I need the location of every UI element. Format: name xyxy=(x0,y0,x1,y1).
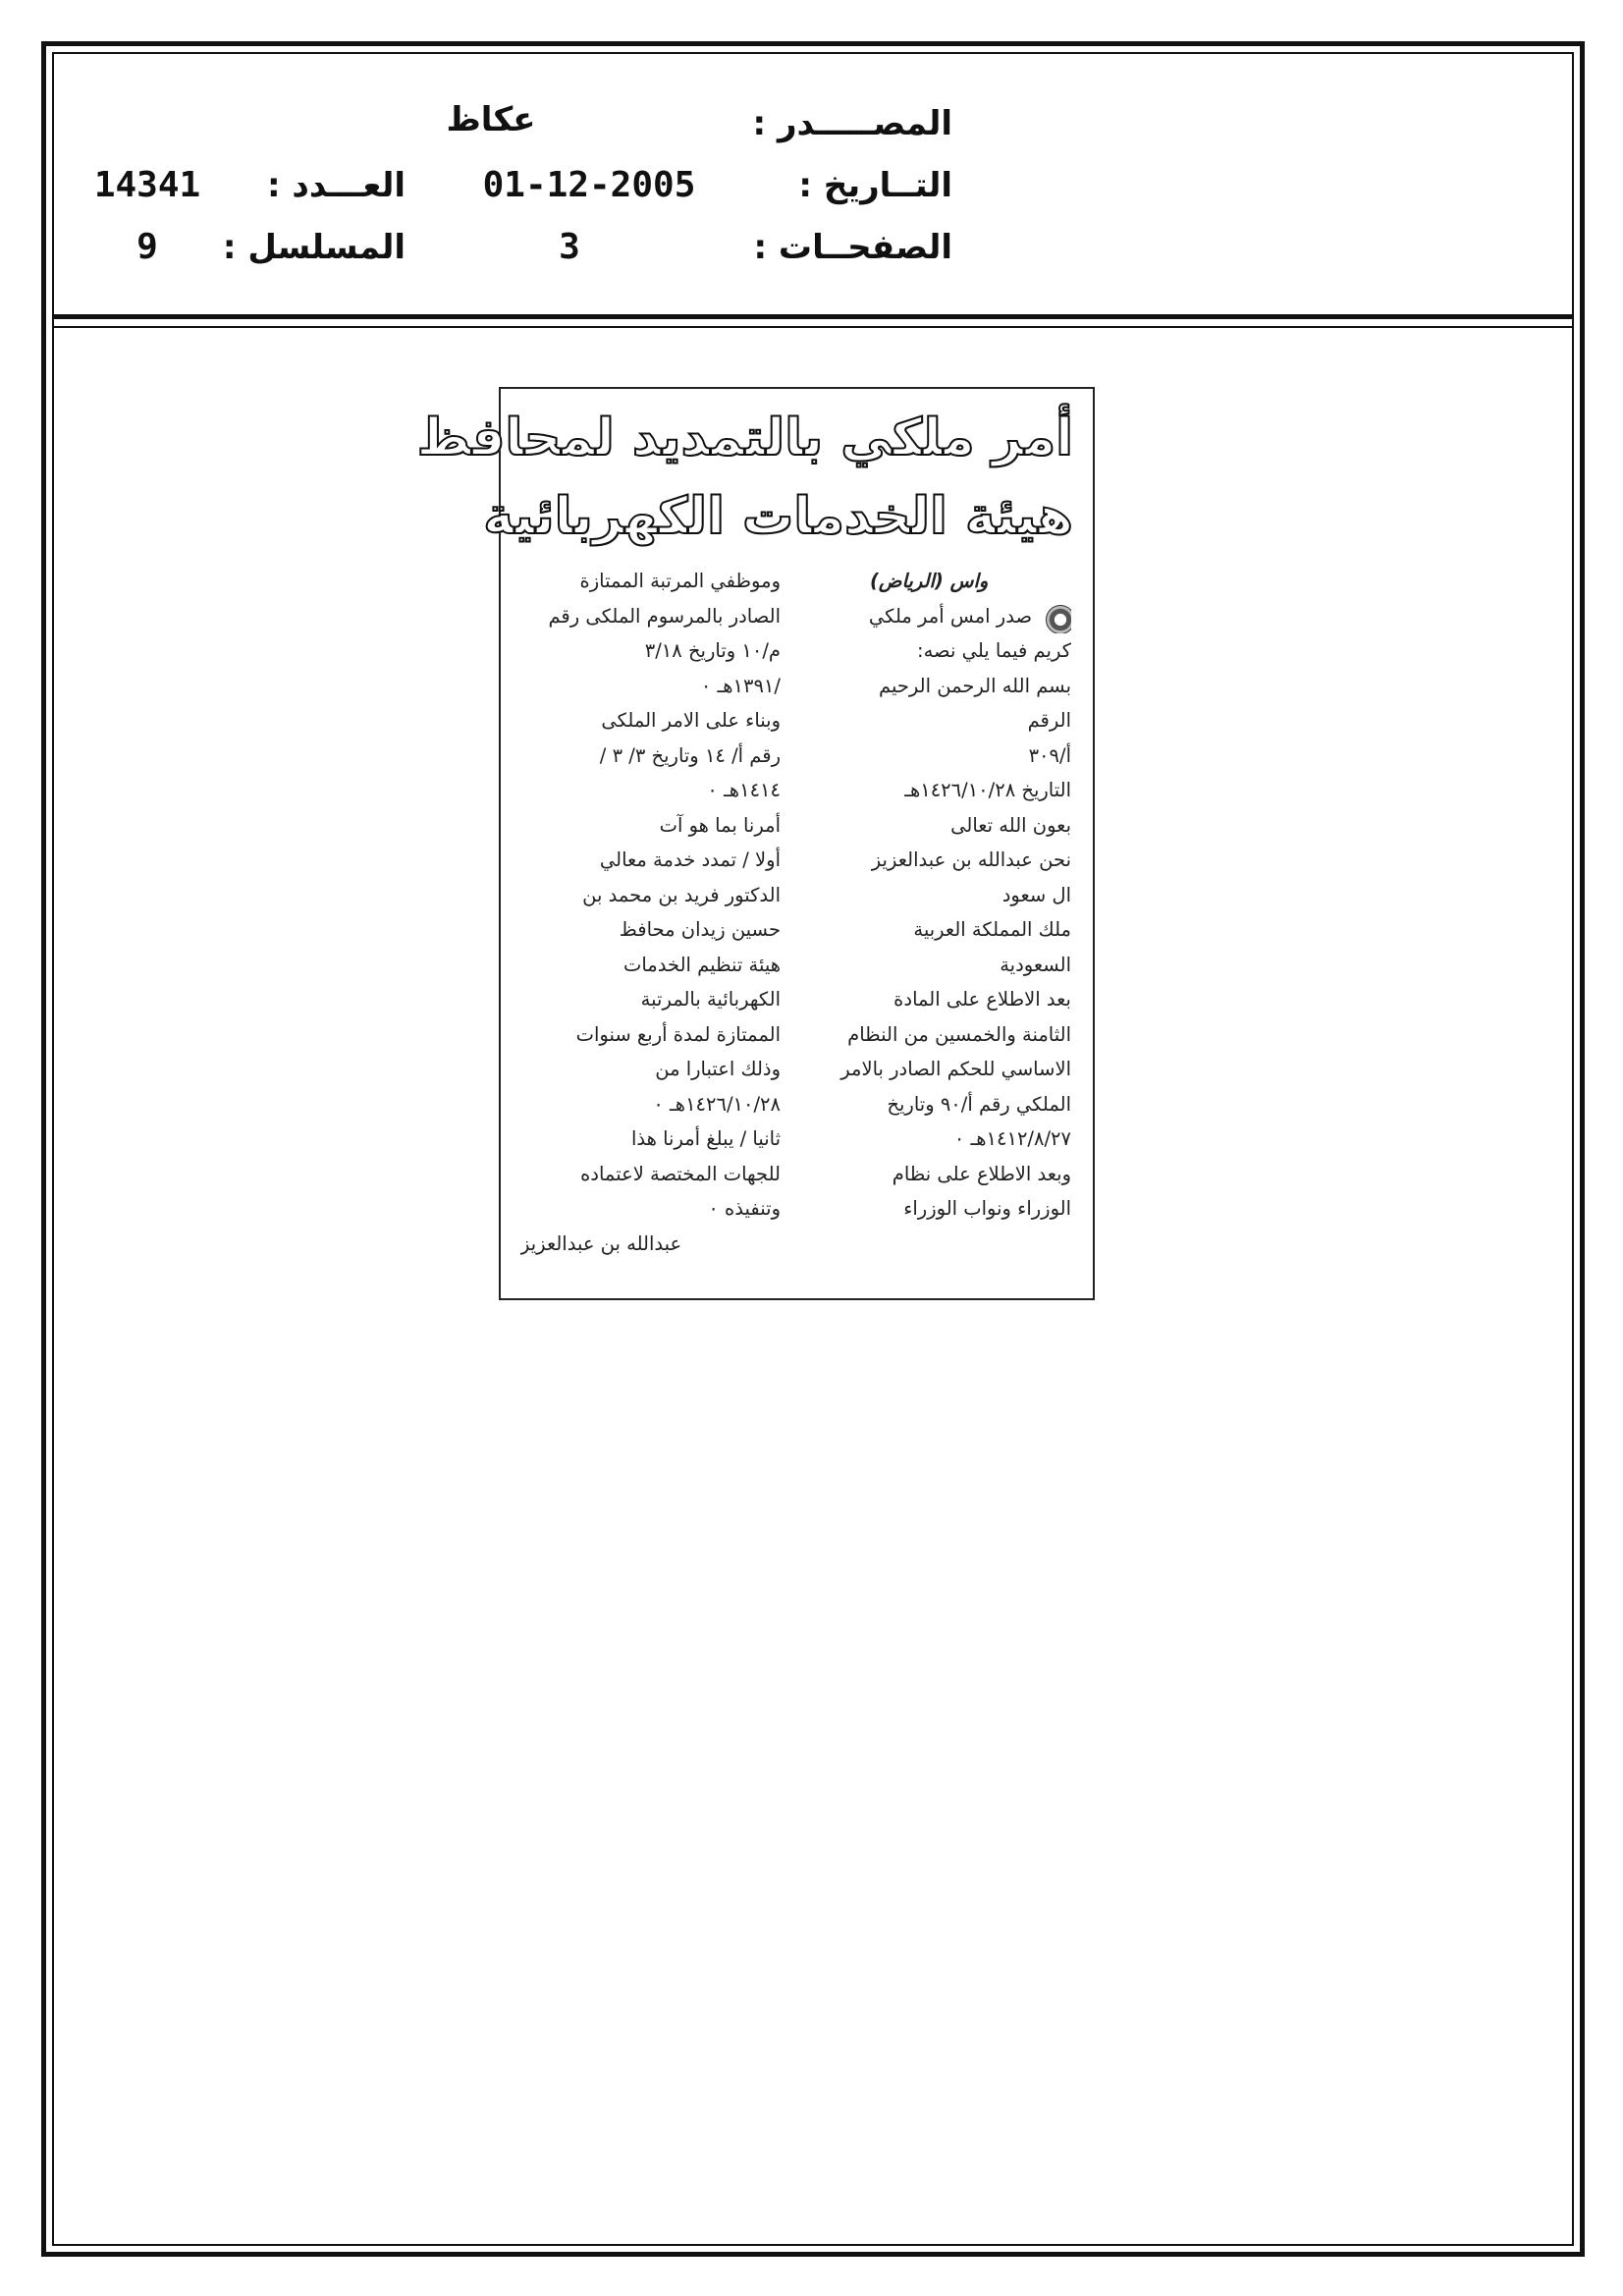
article-line: حسين زيدان محافظ xyxy=(619,918,781,941)
article-line: ١٤١٢/٨/٢٧هـ ٠ xyxy=(953,1127,1071,1150)
news-agency-icon xyxy=(1046,605,1071,634)
article-line: بعون الله تعالى xyxy=(950,813,1071,837)
article-line: /١٣٩١هـ ٠ xyxy=(700,674,781,697)
article-line: أمرنا بما هو آت xyxy=(659,813,781,837)
article-line: ال سعود xyxy=(1001,883,1071,906)
article-line: وموظفي المرتبة الممتازة xyxy=(579,570,781,592)
article-line: الاساسي للحكم الصادر بالامر xyxy=(840,1058,1071,1080)
article-line: أ/٣٠٩ xyxy=(1028,743,1071,767)
article-column-left xyxy=(520,564,781,1261)
article-line: ١٤٢٦/١٠/٢٨هـ ٠ xyxy=(653,1092,781,1116)
article-line: بعد الاطلاع على المادة xyxy=(893,988,1071,1011)
article-line: الوزراء ونواب الوزراء xyxy=(903,1197,1071,1220)
article-line: وتنفيذه ٠ xyxy=(708,1197,781,1220)
article-line: التاريخ ١٤٢٦/١٠/٢٨هـ xyxy=(904,779,1071,801)
article-line: الملكي رقم أ/٩٠ وتاريخ xyxy=(887,1092,1071,1116)
article-line: الصادر بالمرسوم الملكى رقم xyxy=(548,604,781,628)
byline: واس (الرياض) xyxy=(870,570,989,592)
article-line: م/١٠ وتاريخ ٣/١٨ xyxy=(644,639,781,662)
header-divider-thin xyxy=(52,326,1574,328)
article-line: ثانيا / يبلغ أمرنا هذا xyxy=(630,1127,781,1150)
article-line: نحن عبدالله بن عبدالعزيز xyxy=(871,848,1071,871)
article-line: الممتازة لمدة أربع سنوات xyxy=(575,1022,781,1046)
article-line: الكهربائية بالمرتبة xyxy=(640,988,781,1011)
article-line: رقم أ/ ١٤ وتاريخ ٣/ ٣ / xyxy=(599,743,781,767)
article-line: للجهات المختصة لاعتماده xyxy=(580,1162,781,1185)
serial-value: 9 xyxy=(136,227,158,267)
article-line: أولا / تمدد خدمة معالي xyxy=(599,848,781,871)
pages-value: 3 xyxy=(559,227,580,267)
source-label: المصـــــدر : xyxy=(752,104,952,143)
article-line: الرقم xyxy=(1027,709,1071,732)
newspaper-clipping xyxy=(416,387,1095,1300)
headline-line-1: أمر ملكي بالتمديد لمحافظ xyxy=(416,409,1073,467)
issue-label: العـــدد : xyxy=(267,166,406,205)
article-line: الدكتور فريد بن محمد بن xyxy=(582,883,781,906)
article-line: بسم الله الرحمن الرحيم xyxy=(879,674,1071,697)
article-line: هيئة تنظيم الخدمات xyxy=(623,953,781,976)
article-line: صدر امس أمر ملكي xyxy=(811,599,1071,634)
article-line: وبناء على الامر الملكى xyxy=(601,709,781,732)
article-line: وذلك اعتبارا من xyxy=(655,1058,781,1080)
issue-value: 14341 xyxy=(93,165,201,205)
article-line: وبعد الاطلاع على نظام xyxy=(892,1162,1071,1185)
article-line: كريم فيما يلي نصه: xyxy=(917,639,1071,662)
date-value: 01-12-2005 xyxy=(482,165,696,205)
article-line: الثامنة والخمسين من النظام xyxy=(847,1022,1071,1046)
source-value: عكاظ xyxy=(446,100,536,139)
serial-label: المسلسل : xyxy=(222,228,406,267)
pages-label: الصفحــات : xyxy=(753,228,952,267)
date-label: التــاريخ : xyxy=(798,166,952,205)
header-divider xyxy=(52,314,1574,319)
signature-line: عبدالله بن عبدالعزيز xyxy=(520,1231,682,1255)
article-column-right xyxy=(811,564,1071,1227)
article-line: السعودية xyxy=(1000,953,1071,976)
article-line: ١٤١٤هـ ٠ xyxy=(707,779,781,801)
headline-line-2: هيئة الخدمات الكهربائية xyxy=(483,487,1073,546)
article-line: ملك المملكة العربية xyxy=(913,918,1071,941)
